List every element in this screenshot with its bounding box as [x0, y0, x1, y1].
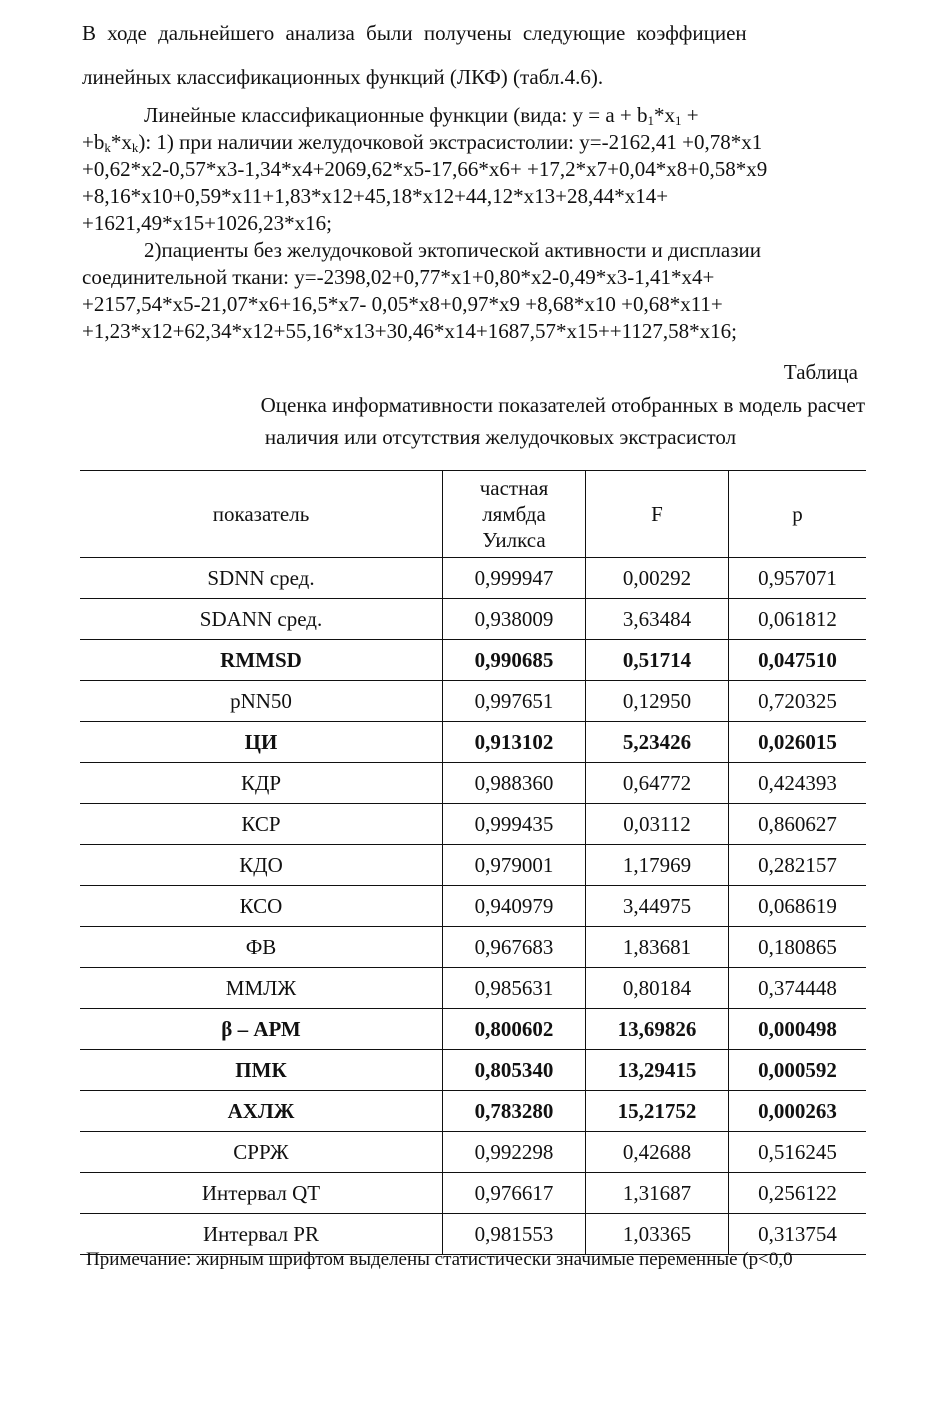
cell-lambda: 0,940979	[443, 886, 586, 927]
table-row	[80, 1050, 866, 1091]
cell-lambda: 0,967683	[443, 927, 586, 968]
table-title	[82, 389, 865, 453]
table-row	[80, 722, 866, 763]
cell-indicator: КДО	[80, 845, 443, 886]
cell-lambda: 0,990685	[443, 640, 586, 681]
cell-indicator: RMMSD	[80, 640, 443, 681]
cell-indicator: β – АРМ	[80, 1009, 443, 1050]
cell-p: 0,180865	[729, 927, 867, 968]
table-header-row	[80, 471, 866, 558]
formula-line-4: +8,16*x10+0,59*x11+1,83*x12+45,18*x12+44,12*x13+28,44*x14+	[82, 184, 669, 208]
cell-indicator: Интервал QT	[80, 1173, 443, 1214]
cell-f: 1,31687	[586, 1173, 729, 1214]
informativeness-table	[80, 470, 866, 1255]
table-row	[80, 681, 866, 722]
cell-f: 1,03365	[586, 1214, 729, 1255]
formula-line-6: 2)пациенты без желудочковой эктопической активности и дисплазии	[144, 238, 761, 262]
cell-indicator: СРРЖ	[80, 1132, 443, 1173]
cell-p: 0,282157	[729, 845, 867, 886]
formula-intro-line: Линейные классификационные функции (вида: $y = a + b_1*x_1$ +	[144, 103, 699, 128]
cell-indicator: КСО	[80, 886, 443, 927]
cell-indicator: pNN50	[80, 681, 443, 722]
cell-lambda: 0,913102	[443, 722, 586, 763]
header-wilks-lambda: частная лямбда Уилкса	[443, 471, 586, 558]
cell-f: 0,64772	[586, 763, 729, 804]
formula-line-9: +1,23*x12+62,34*x12+55,16*x13+30,46*x14+1687,57*x15++1127,58*x16;	[82, 319, 737, 343]
cell-p: 0,000263	[729, 1091, 867, 1132]
cell-f: 0,51714	[586, 640, 729, 681]
cell-lambda: 0,999435	[443, 804, 586, 845]
cell-f: 3,63484	[586, 599, 729, 640]
table-label: Таблица	[783, 360, 858, 384]
cell-f: 13,69826	[586, 1009, 729, 1050]
cell-indicator: КСР	[80, 804, 443, 845]
cell-p: 0,424393	[729, 763, 867, 804]
paragraph-formulas	[82, 102, 865, 345]
formula-line-7: соединительной ткани: y=-2398,02+0,77*x1+0,80*x2-0,49*x3-1,41*x4+	[82, 265, 715, 289]
cell-indicator: ФВ	[80, 927, 443, 968]
cell-lambda: 0,979001	[443, 845, 586, 886]
table-row	[80, 640, 866, 681]
table-title-line-2: наличия или отсутствия желудочковых экстрасистол	[264, 425, 737, 449]
table-row	[80, 1173, 866, 1214]
table-row	[80, 845, 866, 886]
table-row	[80, 763, 866, 804]
table-row	[80, 599, 866, 640]
table-row	[80, 927, 866, 968]
formula-line-5: +1621,49*x15+1026,23*x16;	[82, 211, 333, 235]
header-f: F	[586, 471, 729, 558]
cell-indicator: SDANN сред.	[80, 599, 443, 640]
cell-lambda: 0,783280	[443, 1091, 586, 1132]
cell-p: 0,313754	[729, 1214, 867, 1255]
cell-p: 0,256122	[729, 1173, 867, 1214]
cell-f: 0,12950	[586, 681, 729, 722]
cell-lambda: 0,988360	[443, 763, 586, 804]
cell-indicator: КДР	[80, 763, 443, 804]
table-row	[80, 804, 866, 845]
cell-lambda: 0,999947	[443, 558, 586, 599]
paragraph-intro-cont	[82, 62, 865, 92]
cell-f: 0,00292	[586, 558, 729, 599]
table-row	[80, 1132, 866, 1173]
cell-p: 0,860627	[729, 804, 867, 845]
cell-lambda: 0,976617	[443, 1173, 586, 1214]
cell-f: 3,44975	[586, 886, 729, 927]
cell-f: 1,83681	[586, 927, 729, 968]
cell-lambda: 0,997651	[443, 681, 586, 722]
cell-p: 0,516245	[729, 1132, 867, 1173]
formula-line-3: +0,62*x2-0,57*x3-1,34*x4+2069,62*x5-17,66*x6+ +17,2*x7+0,04*x8+0,58*x9	[82, 157, 768, 181]
cell-p: 0,720325	[729, 681, 867, 722]
cell-lambda: 0,985631	[443, 968, 586, 1009]
cell-f: 15,21752	[586, 1091, 729, 1132]
cell-indicator: АХЛЖ	[80, 1091, 443, 1132]
cell-lambda: 0,938009	[443, 599, 586, 640]
table-row	[80, 1009, 866, 1050]
cell-indicator: ММЛЖ	[80, 968, 443, 1009]
cell-indicator: SDNN сред.	[80, 558, 443, 599]
cell-lambda: 0,981553	[443, 1214, 586, 1255]
table-row	[80, 886, 866, 927]
table-row	[80, 968, 866, 1009]
table-row	[80, 1091, 866, 1132]
cell-p: 0,957071	[729, 558, 867, 599]
cell-p: 0,068619	[729, 886, 867, 927]
cell-f: 1,17969	[586, 845, 729, 886]
paragraph-intro-line-2: линейных классификационных функций (ЛКФ) (табл.4.6).	[82, 65, 604, 89]
cell-p: 0,374448	[729, 968, 867, 1009]
header-p: p	[729, 471, 867, 558]
cell-indicator: ПМК	[80, 1050, 443, 1091]
cell-lambda: 0,805340	[443, 1050, 586, 1091]
formula-line-8: +2157,54*x5-21,07*x6+16,5*x7- 0,05*x8+0,97*x9 +8,68*x10 +0,68*x11+	[82, 292, 723, 316]
paragraph-intro-line-1: В ходе дальнейшего анализа были получены следующие коэффициен	[82, 21, 747, 45]
table-title-line-1: Оценка информативности показателей отобранных в модель расчет	[260, 393, 865, 417]
cell-indicator: Интервал PR	[80, 1214, 443, 1255]
cell-lambda: 0,992298	[443, 1132, 586, 1173]
cell-f: 5,23426	[586, 722, 729, 763]
cell-f: 0,80184	[586, 968, 729, 1009]
cell-p: 0,000592	[729, 1050, 867, 1091]
cell-p: 0,061812	[729, 599, 867, 640]
cell-p: 0,047510	[729, 640, 867, 681]
cell-lambda: 0,800602	[443, 1009, 586, 1050]
cell-p: 0,000498	[729, 1009, 867, 1050]
formula-line-2: $+b_k*x_k$): 1) при наличии желудочковой экстрасистолии: y=-2162,41 +0,78*x1	[82, 130, 763, 155]
cell-indicator: ЦИ	[80, 722, 443, 763]
table-note: Примечание: жирным шрифтом выделены статистически значимые переменные (p<0,0	[86, 1249, 793, 1270]
header-indicator: показатель	[80, 471, 443, 558]
cell-f: 0,42688	[586, 1132, 729, 1173]
paragraph-intro	[82, 18, 865, 48]
cell-p: 0,026015	[729, 722, 867, 763]
cell-f: 13,29415	[586, 1050, 729, 1091]
cell-f: 0,03112	[586, 804, 729, 845]
table-row	[80, 558, 866, 599]
